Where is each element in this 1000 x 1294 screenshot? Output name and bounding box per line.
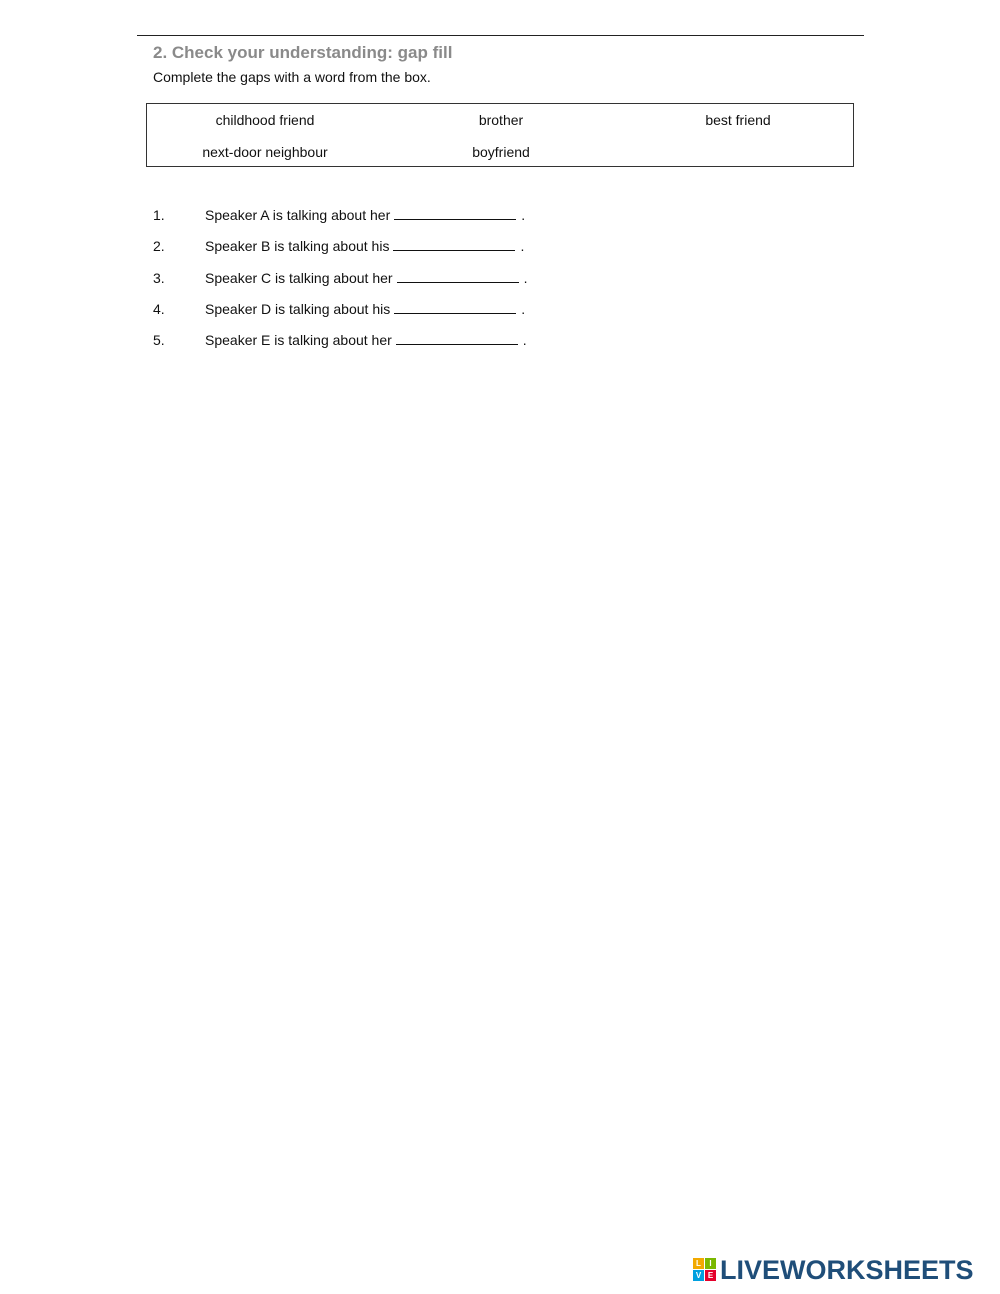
question-text: Speaker E is talking about her bbox=[205, 332, 392, 348]
logo-tile: V bbox=[693, 1270, 704, 1281]
word-box-item: boyfriend bbox=[472, 144, 530, 160]
word-box-item: next-door neighbour bbox=[202, 144, 328, 160]
logo-mark-icon bbox=[693, 1258, 717, 1282]
answer-gap[interactable] bbox=[394, 207, 516, 220]
logo-tile: L bbox=[693, 1258, 704, 1269]
question-number: 1. bbox=[153, 207, 165, 223]
question-end: . bbox=[520, 238, 525, 254]
question-end: . bbox=[522, 332, 527, 348]
instruction-text: Complete the gaps with a word from the box. bbox=[153, 69, 431, 85]
word-box-item: childhood friend bbox=[215, 112, 315, 128]
top-divider bbox=[137, 35, 864, 36]
question-number: 5. bbox=[153, 332, 165, 348]
question-text: Speaker A is talking about her bbox=[205, 207, 391, 223]
question-end: . bbox=[521, 301, 526, 317]
answer-gap[interactable] bbox=[397, 270, 519, 283]
word-box bbox=[146, 103, 854, 167]
logo-text: LIVEWORKSHEETS bbox=[720, 1255, 974, 1285]
question-text: Speaker D is talking about his bbox=[205, 301, 391, 317]
liveworksheets-logo bbox=[693, 1256, 974, 1284]
question-number: 3. bbox=[153, 270, 165, 286]
word-box-item: brother bbox=[478, 112, 524, 128]
question-number: 2. bbox=[153, 238, 165, 254]
word-box-item: best friend bbox=[705, 112, 771, 128]
question-text: Speaker C is talking about her bbox=[205, 270, 393, 286]
logo-tile: I bbox=[705, 1258, 716, 1269]
answer-gap[interactable] bbox=[396, 332, 518, 345]
logo-tile: E bbox=[705, 1270, 716, 1281]
answer-gap[interactable] bbox=[394, 301, 516, 314]
question-end: . bbox=[523, 270, 528, 286]
question-text: Speaker B is talking about his bbox=[205, 238, 390, 254]
section-title: 2. Check your understanding: gap fill bbox=[153, 43, 453, 62]
answer-gap[interactable] bbox=[393, 238, 515, 251]
question-end: . bbox=[521, 207, 526, 223]
question-number: 4. bbox=[153, 301, 165, 317]
